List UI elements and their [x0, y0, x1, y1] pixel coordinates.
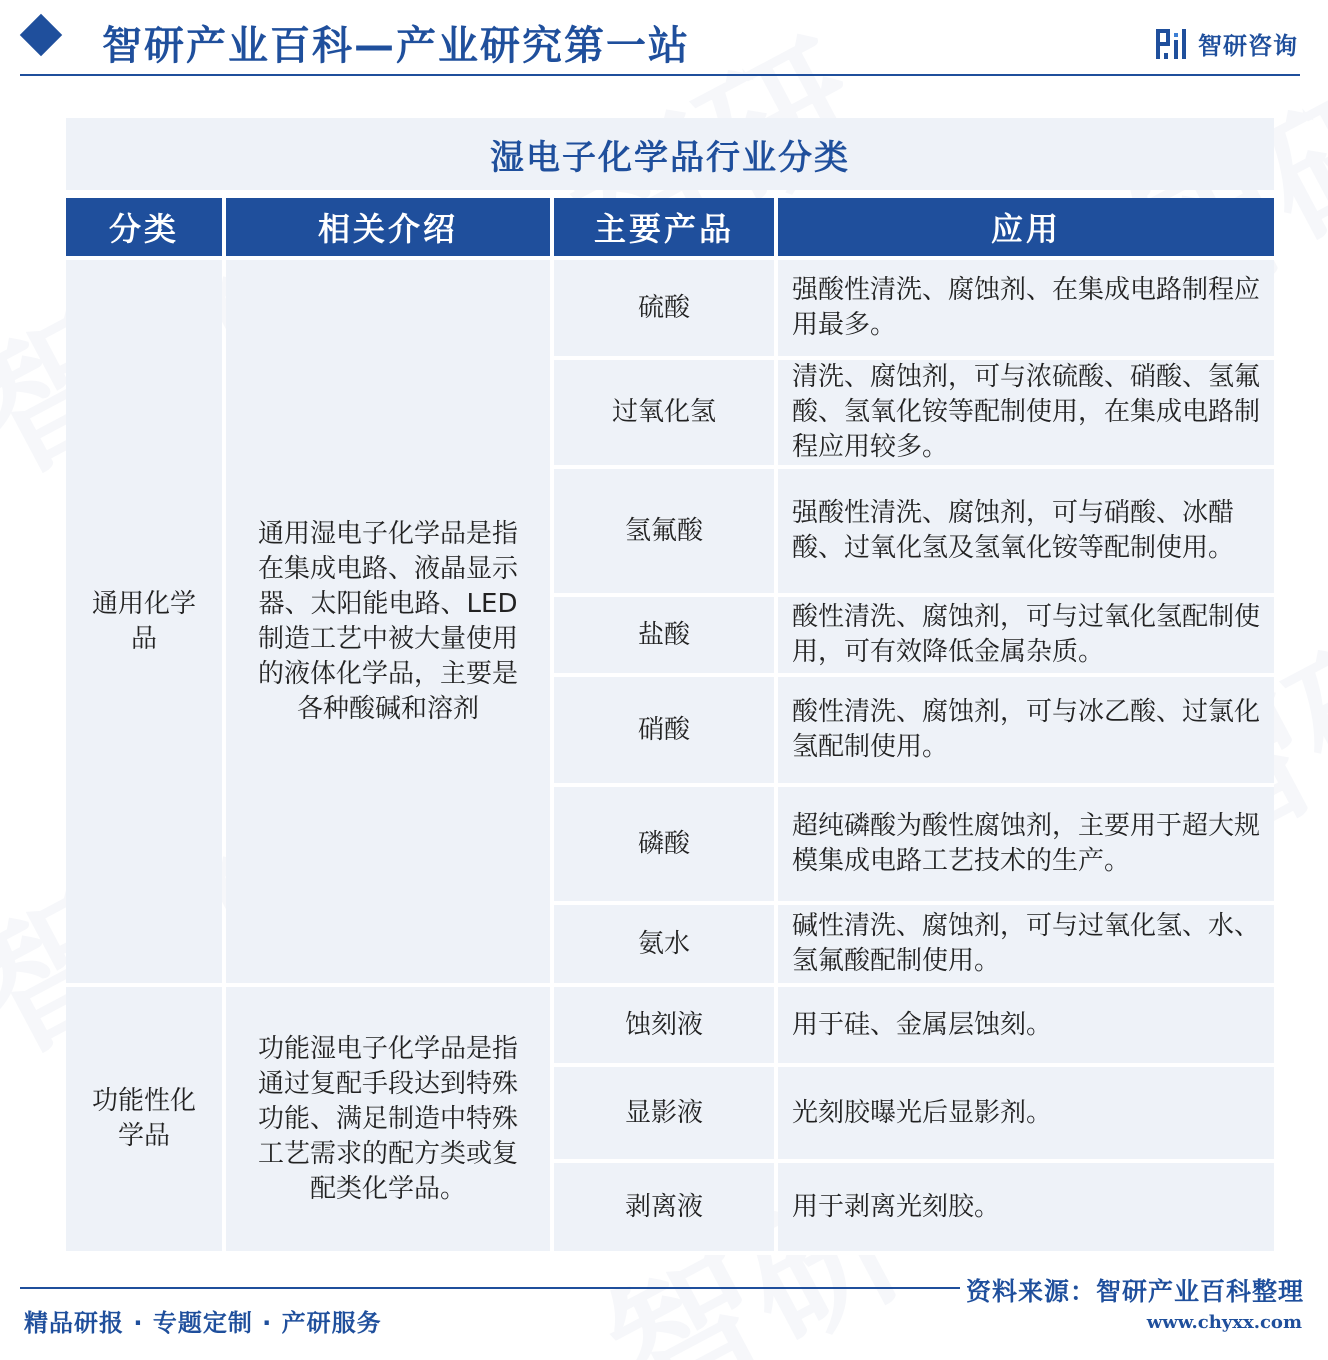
header-divider: [20, 74, 1300, 76]
product-cell: 显影液: [554, 1067, 774, 1163]
footer-slogan: 精品研报 · 专题定制 · 产研服务: [24, 1309, 382, 1337]
category-cell: 通用化学品: [66, 260, 222, 987]
application-cell: 强酸性清洗、腐蚀剂、在集成电路制程应用最多。: [778, 260, 1274, 360]
column-header-application: 应用: [778, 198, 1274, 256]
column-header-category: 分类: [66, 198, 222, 256]
product-cell: 蚀刻液: [554, 987, 774, 1067]
product-cell: 剥离液: [554, 1163, 774, 1255]
data-source: 资料来源：智研产业百科整理: [965, 1277, 1304, 1306]
application-cell: 清洗、腐蚀剂，可与浓硫酸、硝酸、氢氟酸、氢氧化铵等配制使用，在集成电路制程应用较多。: [778, 360, 1274, 469]
column-header-product: 主要产品: [554, 198, 774, 256]
application-cell: 用于硅、金属层蚀刻。: [778, 987, 1274, 1067]
footer-divider: [20, 1287, 960, 1289]
table-header-row: [66, 198, 1274, 256]
brand[interactable]: [1156, 26, 1298, 61]
table-row: [66, 260, 1274, 360]
zhiyan-logo-icon: [1156, 29, 1190, 59]
application-cell: 酸性清洗、腐蚀剂，可与冰乙酸、过氯化氢配制使用。: [778, 677, 1274, 787]
table-title: 湿电子化学品行业分类: [66, 118, 1274, 190]
intro-cell: 功能湿电子化学品是指通过复配手段达到特殊功能、满足制造中特殊工艺需求的配方类或复配类化学品。: [226, 987, 550, 1255]
application-cell: 光刻胶曝光后显影剂。: [778, 1067, 1274, 1163]
classification-table: [62, 198, 1278, 1255]
product-cell: 盐酸: [554, 597, 774, 677]
product-cell: 磷酸: [554, 787, 774, 905]
column-header-intro: 相关介绍: [226, 198, 550, 256]
site-title: 智研产业百科—产业研究第一站: [102, 23, 690, 69]
product-cell: 氨水: [554, 905, 774, 987]
brand-name: 智研咨询: [1198, 32, 1298, 60]
intro-cell: 通用湿电子化学品是指在集成电路、液晶显示器、太阳能电路、LED制造工艺中被大量使用的液体化学品，主要是各种酸碱和溶剂: [226, 260, 550, 987]
product-cell: 氢氟酸: [554, 469, 774, 597]
classification-table-card: [66, 118, 1274, 1250]
page-header: [0, 0, 1328, 78]
diamond-icon: [20, 14, 62, 56]
application-cell: 强酸性清洗、腐蚀剂，可与硝酸、冰醋酸、过氧化氢及氢氧化铵等配制使用。: [778, 469, 1274, 597]
table-row: [66, 987, 1274, 1067]
product-cell: 过氧化氢: [554, 360, 774, 469]
product-cell: 硫酸: [554, 260, 774, 360]
category-cell: 功能性化学品: [66, 987, 222, 1255]
application-cell: 超纯磷酸为酸性腐蚀剂，主要用于超大规模集成电路工艺技术的生产。: [778, 787, 1274, 905]
application-cell: 酸性清洗、腐蚀剂，可与过氧化氢配制使用，可有效降低金属杂质。: [778, 597, 1274, 677]
product-cell: 硝酸: [554, 677, 774, 787]
application-cell: 碱性清洗、腐蚀剂，可与过氧化氢、水、氢氟酸配制使用。: [778, 905, 1274, 987]
website-link[interactable]: www.chyxx.com: [1146, 1312, 1302, 1333]
application-cell: 用于剥离光刻胶。: [778, 1163, 1274, 1255]
